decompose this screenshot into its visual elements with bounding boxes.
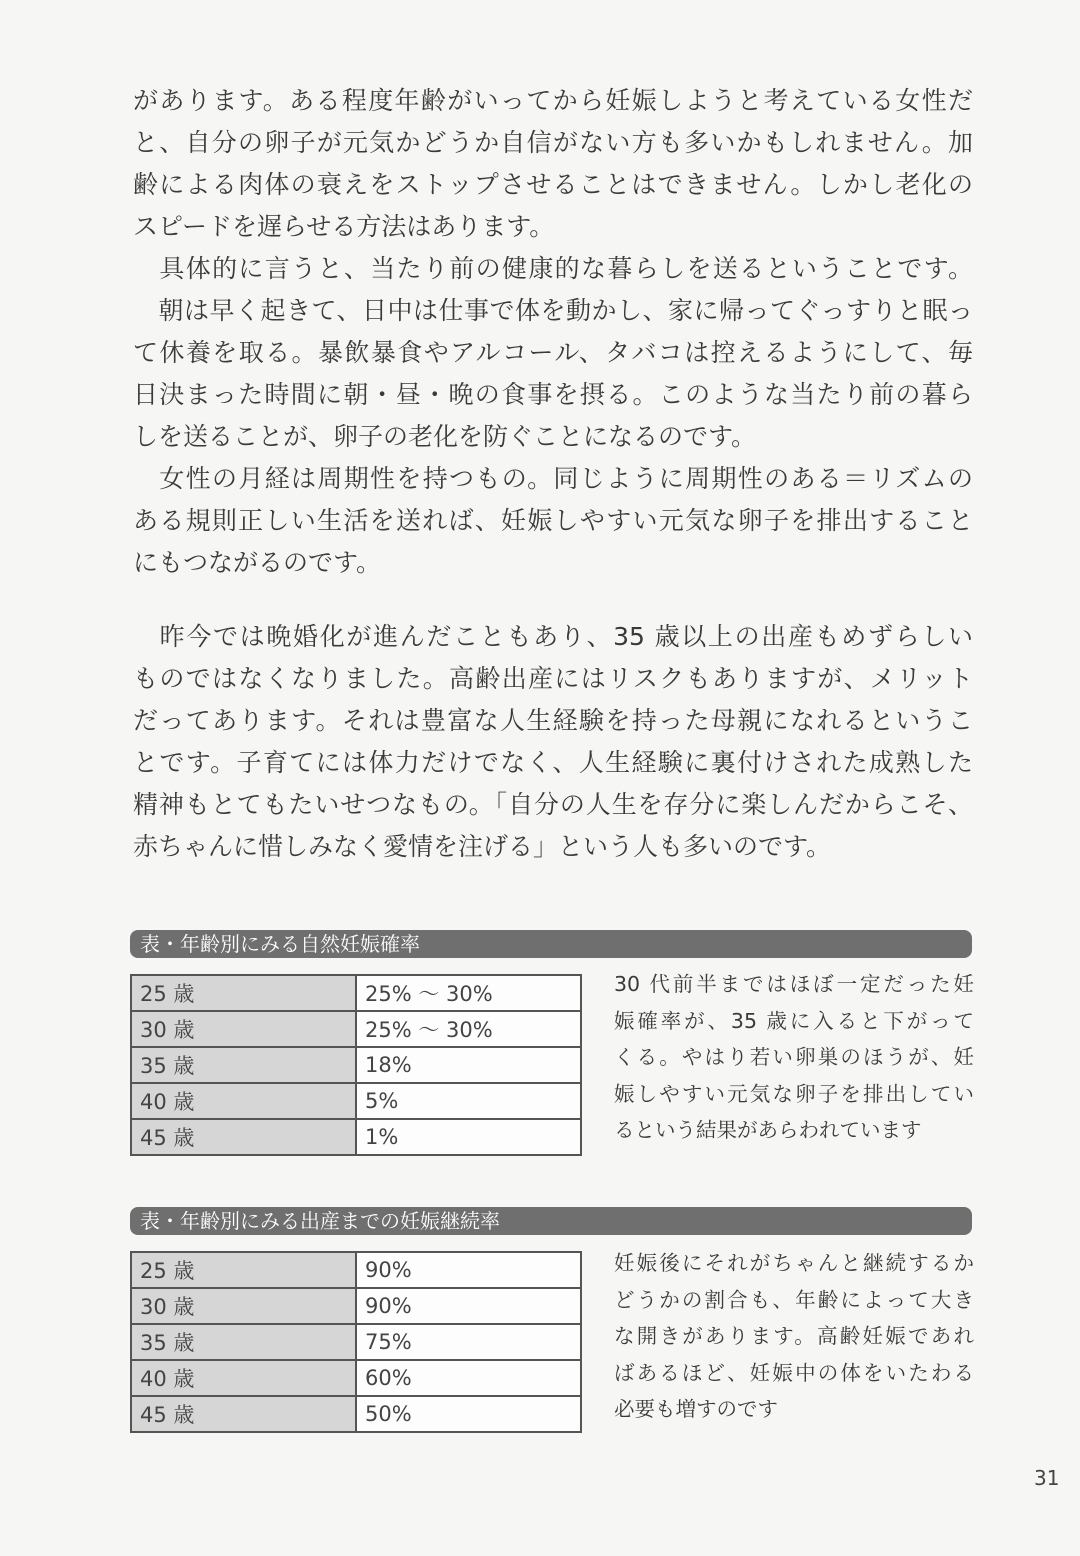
value-cell: 25% ～ 30% <box>356 975 581 1011</box>
text-line: 朝は早く起きて、日中は仕事で体を動かし、家に帰ってぐっすりと眠っ <box>133 296 973 325</box>
table2-note <box>614 1245 974 1428</box>
value-cell: 50% <box>356 1396 581 1432</box>
text-line: 具体的に言うと、当たり前の健康的な暮らしを送るということです。 <box>133 254 973 283</box>
table1-note <box>614 966 974 1149</box>
text-line: ある規則正しい生活を送れば、妊娠しやすい元気な卵子を排出すること <box>133 506 973 535</box>
value-cell: 25% ～ 30% <box>356 1011 581 1047</box>
age-cell: 45 歳 <box>131 1119 356 1155</box>
age-cell: 45 歳 <box>131 1396 356 1432</box>
text-line: と、自分の卵子が元気かどうか自信がない方も多いかもしれません。加 <box>133 128 973 157</box>
table-row <box>131 1288 581 1324</box>
note-line: どうかの割合も、年齢によって大き <box>614 1287 974 1312</box>
note-line: な開きがあります。高齢妊娠であれ <box>614 1324 974 1348</box>
value-cell: 75% <box>356 1324 581 1360</box>
note-line: 娠しやすい元気な卵子を排出してい <box>614 1081 974 1106</box>
value-cell: 60% <box>356 1360 581 1396</box>
text-line: とです。子育てには体力だけでなく、人生経験に裏付けされた成熟した <box>133 748 973 777</box>
note-line: 30 代前半まではほぼ一定だった妊 <box>614 972 974 996</box>
text-line: ものではなくなりました。高齢出産にはリスクもありますが、メリット <box>133 664 973 693</box>
table-row <box>131 1360 581 1396</box>
text-line: 精神もとてもたいせつなもの。「自分の人生を存分に楽しんだからこそ、 <box>133 790 973 819</box>
table-row <box>131 1083 581 1119</box>
table2-pregnancy-continuation-rate <box>130 1251 582 1433</box>
table-row <box>131 1252 581 1288</box>
note-line: 必要も増すのです <box>614 1397 778 1421</box>
text-line: にもつながるのです。 <box>133 548 382 577</box>
text-line: 赤ちゃんに惜しみなく愛情を注げる」という人も多いのです。 <box>133 832 832 861</box>
age-cell: 25 歳 <box>131 1252 356 1288</box>
age-cell: 25 歳 <box>131 975 356 1011</box>
value-cell: 90% <box>356 1252 581 1288</box>
text-line: スピードを遅らせる方法はあります。 <box>133 212 555 241</box>
age-cell: 35 歳 <box>131 1047 356 1083</box>
text-line: しを送ることが、卵子の老化を防ぐことになるのです。 <box>133 422 757 451</box>
text-line: だってあります。それは豊富な人生経験を持った母親になれるというこ <box>133 706 973 735</box>
value-cell: 18% <box>356 1047 581 1083</box>
table2-title-bar: 表・年齢別にみる出産までの妊娠継続率 <box>130 1207 972 1235</box>
age-cell: 30 歳 <box>131 1288 356 1324</box>
paragraph-1 <box>133 80 973 584</box>
age-cell: 30 歳 <box>131 1011 356 1047</box>
text-line: 日決まった時間に朝・昼・晩の食事を摂る。このような当たり前の暮ら <box>133 380 973 409</box>
value-cell: 1% <box>356 1119 581 1155</box>
note-line: 娠確率が、35 歳に入ると下がって <box>614 1008 974 1033</box>
table1-natural-pregnancy-rate <box>130 974 582 1156</box>
text-line: があります。ある程度年齢がいってから妊娠しようと考えている女性だ <box>133 86 973 115</box>
table-row <box>131 1047 581 1083</box>
table-row <box>131 1396 581 1432</box>
table-row <box>131 1119 581 1155</box>
table-row <box>131 1011 581 1047</box>
text-line: 昨今では晩婚化が進んだこともあり、35 歳以上の出産もめずらしい <box>133 622 973 651</box>
text-line: 女性の月経は周期性を持つもの。同じように周期性のある＝リズムの <box>133 464 973 493</box>
paragraph-2 <box>133 616 973 868</box>
table-row <box>131 975 581 1011</box>
age-cell: 40 歳 <box>131 1083 356 1119</box>
value-cell: 5% <box>356 1083 581 1119</box>
text-line: て休養を取る。暴飲暴食やアルコール、タバコは控えるようにして、毎 <box>133 338 973 367</box>
note-line: るという結果があらわれています <box>614 1118 922 1142</box>
age-cell: 35 歳 <box>131 1324 356 1360</box>
text-line: 齢による肉体の衰えをストップさせることはできません。しかし老化の <box>133 170 973 199</box>
page-number: 31 <box>1034 1466 1060 1490</box>
table-row <box>131 1324 581 1360</box>
note-line: くる。やはり若い卵巣のほうが、妊 <box>614 1045 974 1069</box>
table1-title-bar: 表・年齢別にみる自然妊娠確率 <box>130 930 972 958</box>
age-cell: 40 歳 <box>131 1360 356 1396</box>
note-line: ばあるほど、妊娠中の体をいたわる <box>614 1360 974 1385</box>
value-cell: 90% <box>356 1288 581 1324</box>
note-line: 妊娠後にそれがちゃんと継続するか <box>614 1251 974 1275</box>
